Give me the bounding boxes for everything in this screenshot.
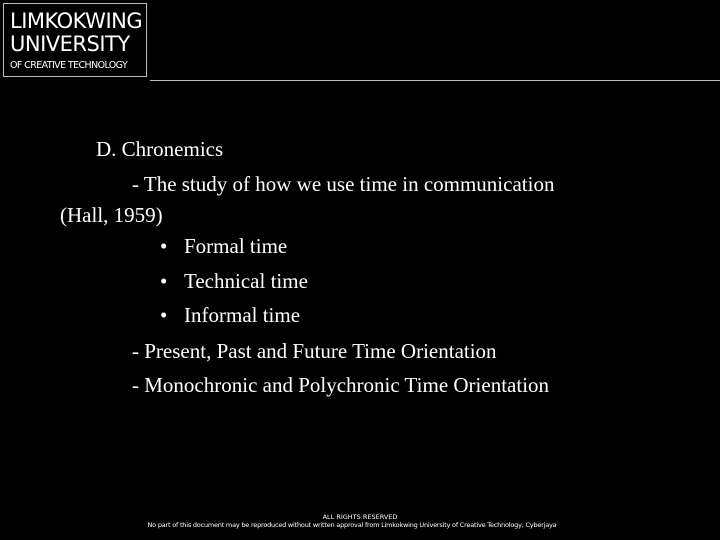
bullet-icon: • [160, 234, 168, 258]
footer-rights: ALL RIGHTS RESERVED [322, 513, 398, 521]
orientation-line-2: - Monochronic and Polychronic Time Orientation [132, 373, 550, 397]
slide-heading: D. Chronemics [96, 137, 224, 161]
bullet-item-informal-time: Informal time [184, 303, 301, 327]
bullet-icon: • [160, 269, 168, 293]
bullet-icon: • [160, 303, 168, 327]
university-logo [3, 3, 147, 77]
header-divider [150, 80, 720, 81]
bullet-item-formal-time: Formal time [184, 234, 288, 258]
bullet-item-technical-time: Technical time [184, 269, 308, 293]
definition-line-1: - The study of how we use time in communication [132, 172, 555, 196]
logo-line-1: LIMKOKWING [10, 9, 143, 33]
logo-line-3: OF CREATIVE TECHNOLOGY [10, 60, 128, 71]
orientation-line-1: - Present, Past and Future Time Orientation [132, 339, 497, 363]
logo-line-2: UNIVERSITY [10, 32, 130, 56]
footer-notice: No part of this document may be reproduced without written approval from Limkokwing University of Creative Technology, Cyberjaya [147, 521, 557, 529]
definition-line-2: (Hall, 1959) [60, 203, 163, 227]
